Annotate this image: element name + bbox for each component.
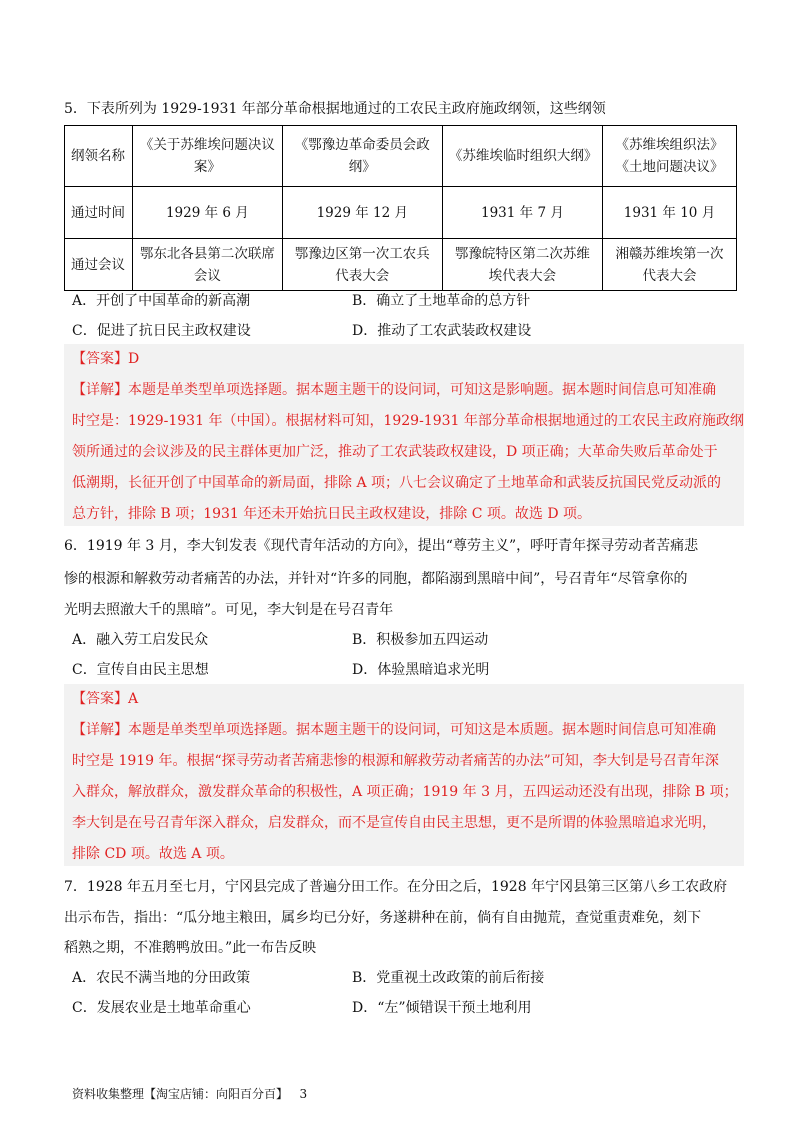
table-row [65,126,737,187]
table-row [65,239,737,291]
q5-detail-line: 总方针，排除 B 项；1931 年还未开始抗日民主政权建设，排除 C 项。故选 D 项。 [72,506,592,522]
table-cell: 湘赣苏维埃第一次代表大会 [602,239,736,291]
table-cell: 《苏维埃临时组织大纲》 [442,126,602,187]
q5-detail-line: 时空是：1929-1931 年（中国）。根据材料可知，1929-1931 年部分革命根据地通过的工农民主政府施政纲 [72,413,744,429]
q7-option-c[interactable]: C．发展农业是土地革命重心 [72,1000,251,1016]
q5-option-d[interactable]: D．推动了工农武装政权建设 [352,323,532,339]
q6-option-d[interactable]: D．体验黑暗追求光明 [352,662,490,678]
table-cell: 1929 年 6 月 [133,187,283,239]
q6-option-b[interactable]: B．积极参加五四运动 [352,632,489,648]
q6-detail-line: 李大钊是在号召青年深入群众，启发群众，而不是宣传自由民主思想，更不是所谓的体验黑暗追求光明， [72,815,716,831]
q7-stem-line: 7．1928 年五月至七月，宁冈县完成了普遍分田工作。在分田之后，1928 年宁冈县第三区第八乡工农政府 [64,879,728,895]
q7-stem-line: 稻熟之期，不准鹅鸭放田。”此一布告反映 [64,940,317,956]
q7-option-a[interactable]: A．农民不满当地的分田政策 [72,970,251,986]
q5-detail-line: 领所通过的会议涉及的民主群体更加广泛，推动了工农武装政权建设，D 项正确；大革命失败后革命处于 [72,444,718,460]
q6-detail-line: 【详解】本题是单类型单项选择题。据本题主题干的设问词，可知这是本质题。据本题时间信息可知准确 [72,722,716,738]
q6-answer-tag: 【答案】A [72,691,139,707]
table-cell: 鄂东北各县第二次联席会议 [133,239,283,291]
q6-options-row-2 [72,659,732,685]
q5-answer-block [64,344,744,526]
q7-option-d[interactable]: D．“左”倾错误干预土地利用 [352,1000,532,1016]
table-head-cell: 通过会议 [65,239,133,291]
q5-detail-line: 【详解】本题是单类型单项选择题。据本题主题干的设问词，可知这是影响题。据本题时间信息可知准确 [72,382,716,398]
page-footer: 资料收集整理【淘宝店铺：向阳百分百】 3 [72,1087,308,1101]
q6-detail-line: 排除 CD 项。故选 A 项。 [72,846,234,862]
q6-detail-line: 入群众，解放群众，激发群众革命的积极性，A 项正确；1919 年 3 月，五四运动还没有出现，排除 B 项； [72,784,738,800]
q6-option-a[interactable]: A．融入劳工启发民众 [72,632,209,648]
q5-option-c[interactable]: C．促进了抗日民主政权建设 [72,323,251,339]
table-head-cell: 通过时间 [65,187,133,239]
q5-option-b[interactable]: B．确立了土地革命的总方针 [352,293,531,309]
q5-option-a[interactable]: A．开创了中国革命的新高潮 [72,293,251,309]
table-head-cell: 纲领名称 [65,126,133,187]
q7-options-row-2 [72,997,732,1023]
q6-stem-line: 惨的根源和解救劳动者痛苦的办法，并针对“许多的同胞，都陷溺到黑暗中间”，号召青年“尽管拿你的 [64,571,688,587]
table-cell: 鄂豫皖特区第二次苏维埃代表大会 [442,239,602,291]
q6-detail-line: 时空是 1919 年。根据“探寻劳动者苦痛悲惨的根源和解救劳动者痛苦的办法”可知，李大钊是号召青年深 [72,753,719,769]
table-cell: 《关于苏维埃问题决议案》 [133,126,283,187]
q7-options-row-1 [72,967,732,993]
table-cell: 1931 年 10 月 [602,187,736,239]
table-cell: 《苏维埃组织法》《土地问题决议》 [602,126,736,187]
table-cell: 鄂豫边区第一次工农兵代表大会 [282,239,442,291]
table-cell: 《鄂豫边革命委员会政纲》 [282,126,442,187]
q7-option-b[interactable]: B．党重视土改政策的前后衔接 [352,970,545,986]
q6-answer-block [64,684,744,866]
q6-options-row-1 [72,629,732,655]
q5-options-row-1 [72,290,732,316]
table-row [65,187,737,239]
program-table [64,125,737,291]
q5-answer-tag: 【答案】D [72,351,140,367]
q5-stem: 5．下表所列为 1929-1931 年部分革命根据地通过的工农民主政府施政纲领，这些纲领 [64,101,606,117]
q6-option-c[interactable]: C．宣传自由民主思想 [72,662,209,678]
q7-stem-line: 出示布告，指出：“瓜分地主粮田，属乡均已分好，务遂耕种在前，倘有自由抛荒，查觉重责难免，刻下 [64,910,702,926]
q6-stem-line: 光明去照澈大千的黑暗”。可见，李大钊是在号召青年 [64,602,394,618]
table-cell: 1931 年 7 月 [442,187,602,239]
q5-options-row-2 [72,320,732,346]
q5-detail-line: 低潮期，长征开创了中国革命的新局面，排除 A 项；八七会议确定了土地革命和武装反抗国民党反动派的 [72,475,722,491]
q6-stem-line: 6．1919 年 3 月，李大钊发表《现代青年活动的方向》，提出“尊劳主义”，呼吁青年探寻劳动者苦痛悲 [64,538,699,554]
table-cell: 1929 年 12 月 [282,187,442,239]
